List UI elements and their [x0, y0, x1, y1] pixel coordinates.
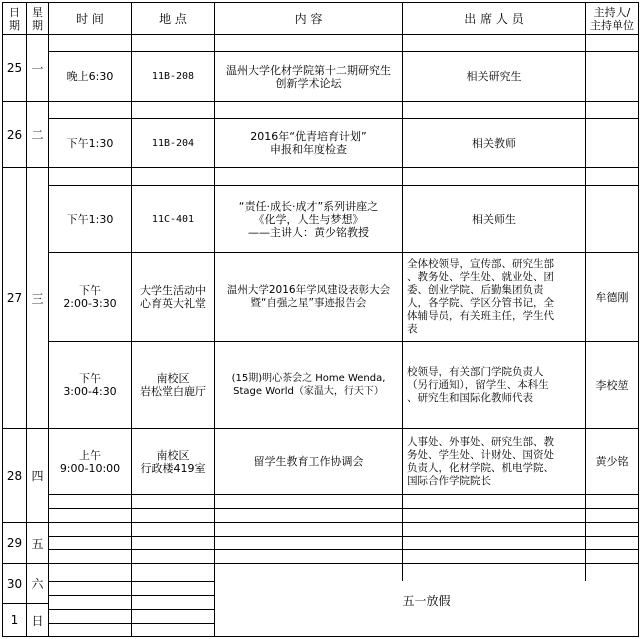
date-cell: 1	[10, 613, 19, 627]
date-cell: 30	[6, 576, 23, 591]
event-host	[586, 52, 638, 101]
event-time: 下午 2:00-3:30	[63, 284, 117, 310]
holiday-label: 五一放假	[402, 593, 451, 608]
weekday-cell: 日	[31, 613, 44, 628]
event-time: 下午1:30	[66, 136, 114, 150]
event-attendees: 全体校领导，宣传部、研究生部 、教务处、学生处、就业处、团 委、创业学院、后勤集团负责 人，各学院、学区分管书记，全 体辅导员，有关班主任，学生代 表	[407, 258, 554, 335]
event-host	[586, 119, 638, 167]
event-host: 牟德刚	[595, 290, 629, 304]
event-attendees: 相关师生	[472, 212, 516, 226]
header-content: 内 容	[294, 12, 323, 26]
header-host: 主持人/ 主持单位	[590, 5, 634, 32]
weekday-cell: 二	[31, 128, 44, 142]
event-time: 下午1:30	[66, 212, 114, 226]
event-content: 温州大学化材学院第十二期研究生 创新学术论坛	[226, 63, 391, 90]
date-cell: 28	[6, 468, 23, 483]
event-attendees: 相关教师	[472, 136, 516, 150]
event-host	[586, 186, 638, 252]
date-cell: 29	[6, 536, 23, 550]
date-cell: 25	[6, 61, 23, 75]
event-content: “责任·成长·成才”系列讲座之 《化学，人生与梦想》 ——主讲人：黄少铭教授	[238, 199, 379, 239]
event-place: 大学生活动中 心育英大礼堂	[140, 284, 206, 310]
event-attendees: 相关研究生	[466, 70, 522, 83]
header-date: 日 期	[9, 5, 20, 32]
header-place: 地 点	[159, 12, 187, 26]
weekday-cell: 三	[31, 291, 44, 306]
event-place: 11B-208	[151, 71, 195, 82]
header-weekday: 星 期	[32, 5, 43, 32]
date-cell: 26	[6, 127, 23, 142]
event-host: 李校堃	[595, 378, 629, 392]
event-content: (15期)明心茶会之 Home Wenda, Stage World（家温大，行天下）	[231, 373, 386, 397]
event-host: 黄少铭	[595, 455, 629, 468]
event-time: 晚上6:30	[66, 70, 114, 83]
date-cell: 27	[6, 291, 23, 305]
event-content: 留学生教育工作协调会	[253, 455, 364, 468]
event-time: 上午 9:00-10:00	[59, 448, 121, 475]
weekday-cell: 六	[31, 577, 44, 591]
event-time: 下午 3:00-4:30	[63, 372, 117, 398]
event-content: 温州大学2016年学风建设表彰大会 暨“自强之星”事迹报告会	[226, 284, 391, 309]
weekday-cell: 四	[31, 469, 44, 483]
event-content: 2016年“优青培育计划” 申报和年度检查	[250, 130, 367, 156]
event-attendees: 人事处、外事处、研究生部、教 务处、学生处、计财处、国资处 负责人，化材学院、机电学院、 国际合作学院院长	[407, 435, 554, 487]
header-time: 时 间	[76, 12, 104, 26]
event-place: 11B-204	[151, 137, 195, 149]
header-attendees: 出 席 人 员	[464, 12, 524, 26]
event-place: 南校区 行政楼419室	[140, 448, 206, 475]
weekday-cell: 一	[31, 61, 44, 76]
event-place: 南校区 岩松堂白鹿厅	[140, 372, 206, 398]
event-attendees: 校领导，有关部门学院负责人 （另行通知），留学生、本科生 、研究生和国际化教师代表	[407, 365, 549, 404]
event-place: 11C-401	[151, 213, 195, 225]
weekday-cell: 五	[31, 536, 44, 551]
